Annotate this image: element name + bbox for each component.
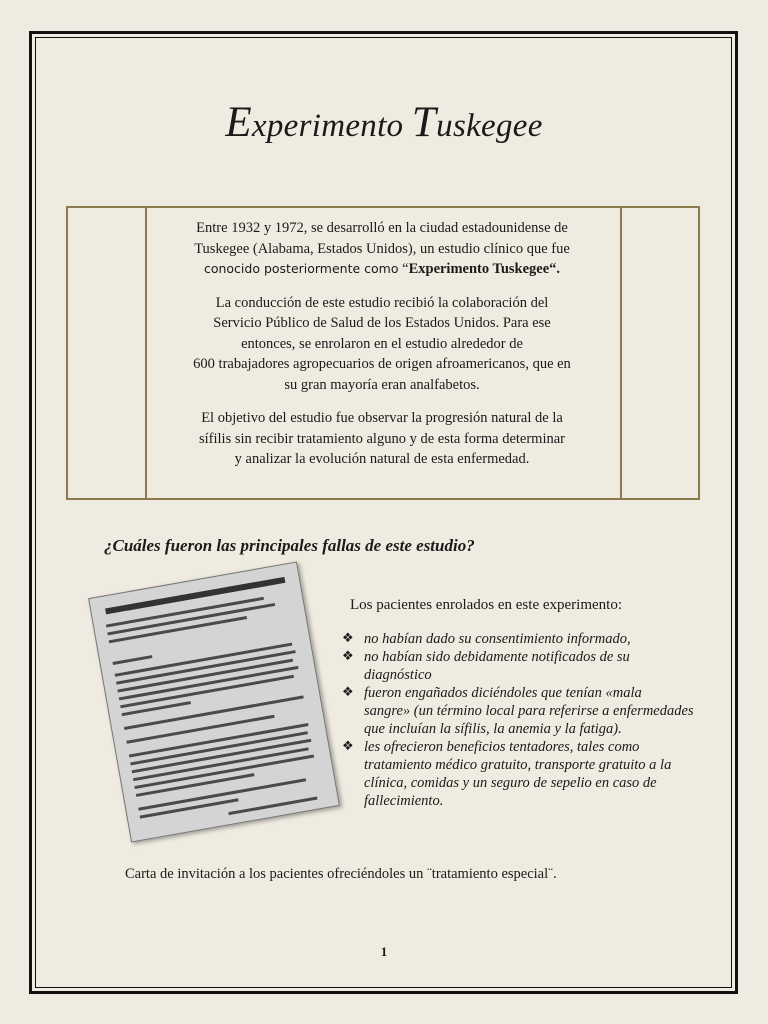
- page-title: Experimento Tuskegee: [225, 99, 543, 146]
- list-item-line: no habían dado su consentimiento informado,: [364, 631, 631, 647]
- intro-line: La conducción de este estudio recibió la colaboración del: [215, 294, 549, 311]
- list-item-line: clínica, comidas y un seguro de sepelio en caso de: [364, 775, 657, 791]
- intro-line: entonces, se enrolaron en el estudio alrededor de: [241, 335, 523, 352]
- letter-line: [113, 655, 153, 665]
- diamond-bullet-icon: ❖: [342, 685, 354, 700]
- page-number: 1: [380, 944, 388, 959]
- intro-line: 600 trabajadores agropecuarios de origen afroamericanos, que en: [193, 356, 571, 372]
- image-caption: Carta de invitación a los pacientes ofreciéndoles un ¨tratamiento especial¨.: [125, 866, 557, 882]
- list-item-line: fallecimiento.: [364, 793, 444, 809]
- letter-line: [133, 747, 309, 781]
- diamond-bullet-icon: ❖: [342, 739, 354, 754]
- intro-line: Entre 1932 y 1972, se desarrolló en la ciudad estadounidense de: [196, 220, 568, 236]
- list-item-line: diagnóstico: [364, 667, 432, 683]
- list-item-line: tratamiento médico gratuito, transporte gratuito a la: [364, 757, 672, 773]
- experiment-name: Experimento Tuskegee: [408, 261, 550, 277]
- letter-line: [117, 659, 293, 693]
- list-item: [342, 648, 714, 684]
- intro-paragraph-3: [147, 408, 617, 470]
- intro-line: El objetivo del estudio fue observar la progresión natural de la: [201, 410, 563, 426]
- list-item: [342, 630, 714, 648]
- intro-paragraph-1: [147, 218, 617, 280]
- open-quote: “: [402, 261, 409, 277]
- intro-text: [147, 218, 617, 483]
- list-item: [342, 738, 714, 810]
- invitation-letter-image: [88, 561, 340, 842]
- list-item-line: les ofrecieron beneficios tentadores, tales como: [364, 739, 640, 755]
- page-frame-inner: [35, 37, 732, 988]
- failures-list: [342, 630, 714, 810]
- intro-line: Tuskegee (Alabama, Estados Unidos), un estudio clínico que fue: [194, 240, 570, 257]
- letter-line: [132, 739, 312, 774]
- close-quote: “.: [549, 261, 561, 277]
- diamond-bullet-icon: ❖: [342, 649, 354, 664]
- intro-line: conocido posteriormente como: [203, 261, 399, 276]
- list-item-line: que incluían la sífilis, la anemia y la fatiga).: [364, 721, 622, 737]
- letter-line: [126, 715, 274, 744]
- letter-line: [106, 597, 264, 628]
- list-item-line: fueron engañados diciéndoles que tenían «mala: [364, 685, 642, 701]
- intro-box-right-rule: [620, 208, 622, 498]
- intro-line: su gran mayoría eran analfabetos.: [284, 376, 480, 393]
- list-item-line: no habían sido debidamente notificados de su: [364, 649, 630, 665]
- list-item-line: sangre» (un término local para referirse a enfermedades: [364, 703, 694, 719]
- diamond-bullet-icon: ❖: [342, 631, 354, 646]
- list-item: [342, 684, 714, 738]
- intro-line: sífilis sin recibir tratamiento alguno y de esta forma determinar: [198, 430, 565, 447]
- section-question: ¿Cuáles fueron las principales fallas de este estudio?: [104, 536, 475, 555]
- intro-line: Servicio Público de Salud de los Estados Unidos. Para ese: [213, 315, 551, 331]
- intro-line: y analizar la evolución natural de esta enfermedad.: [234, 451, 530, 467]
- intro-paragraph-2: [147, 293, 617, 396]
- patients-lead: Los pacientes enrolados en este experimento:: [350, 597, 622, 613]
